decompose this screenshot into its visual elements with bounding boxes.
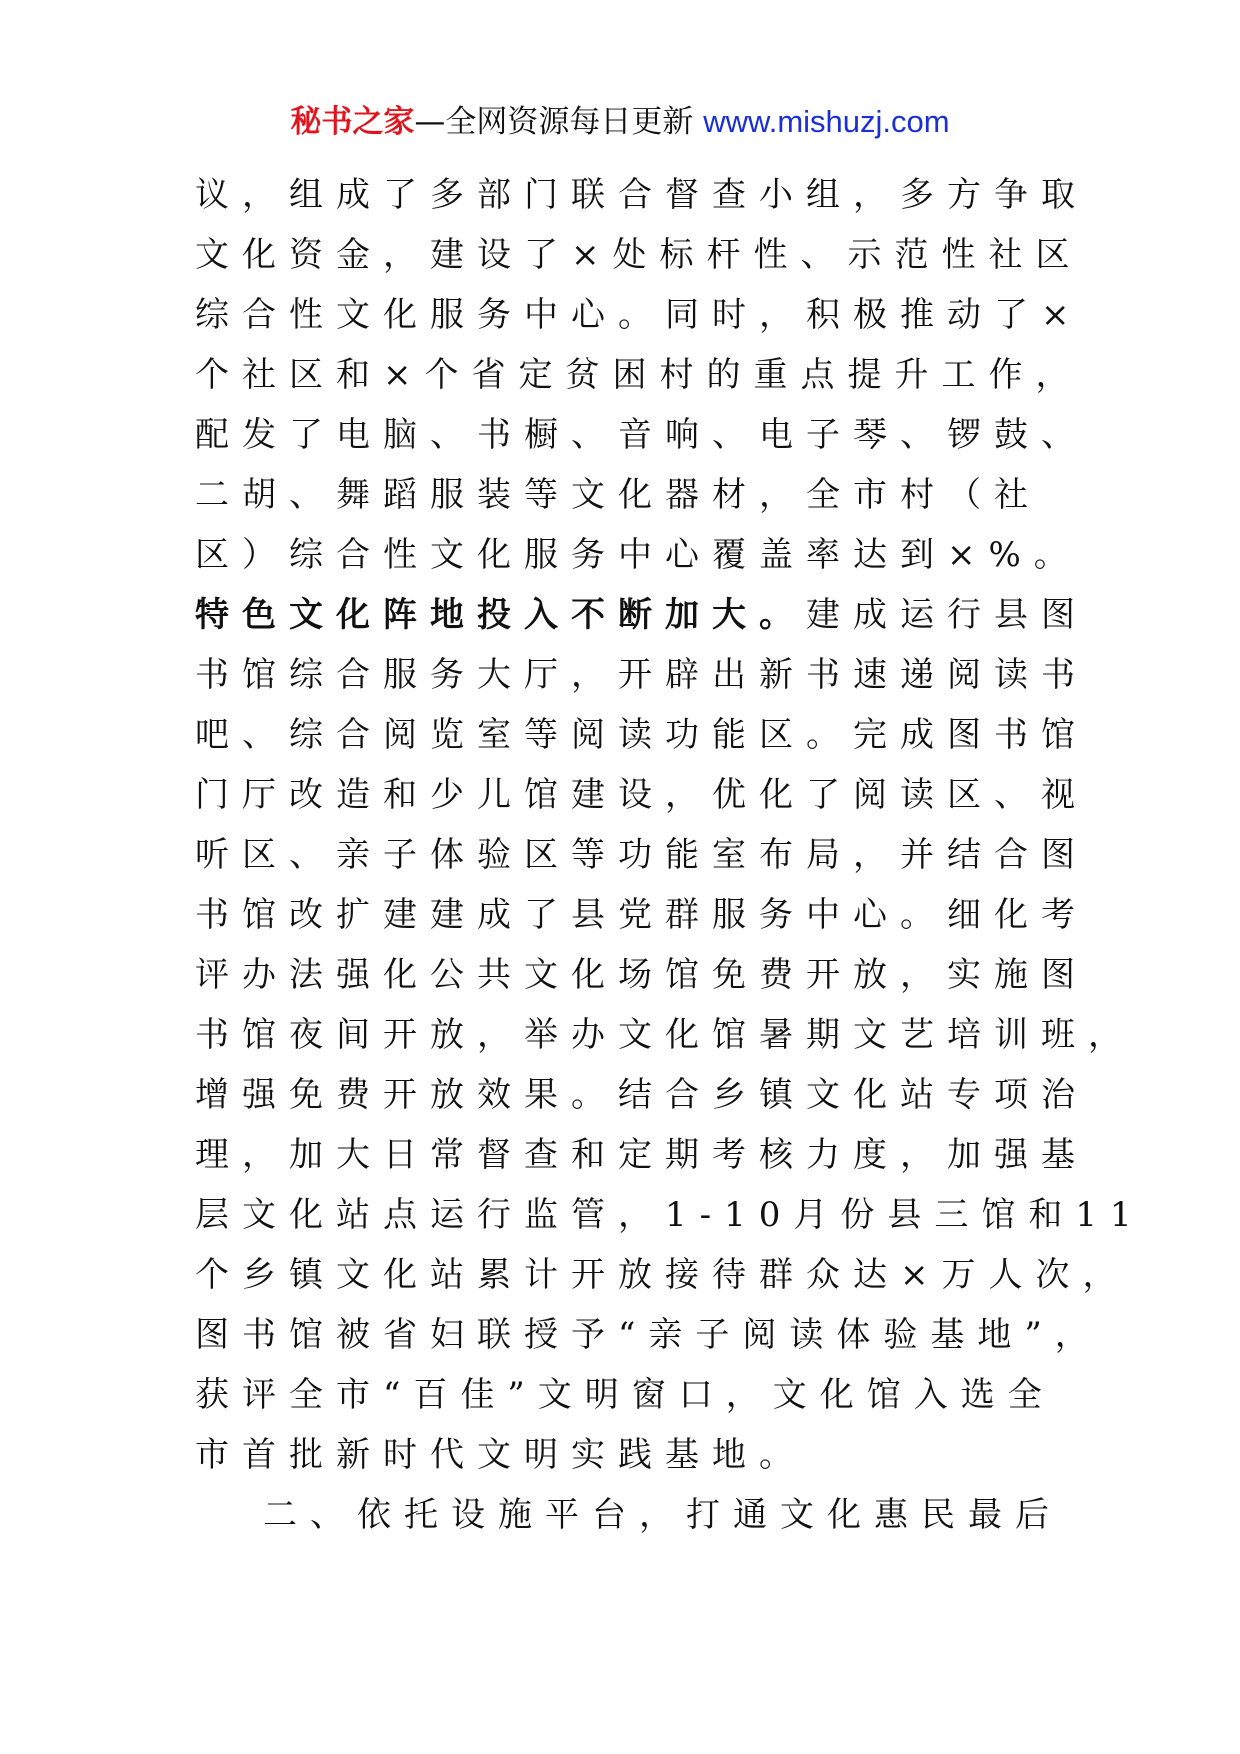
header-dash: — [414, 104, 446, 140]
text-line: 个社区和×个省定贫困村的重点提升工作， [195, 355, 1083, 395]
text-line: 增强免费开放效果。结合乡镇文化站专项治 [195, 1075, 1088, 1115]
website-url[interactable]: www.mishuzj.com [703, 104, 950, 139]
text-line: 议，组成了多部门联合督查小组，多方争取 [195, 175, 1088, 215]
text-line: 吧、综合阅览室等阅读功能区。完成图书馆 [195, 715, 1088, 755]
emphasis-line-rest: 建成运行县图 [806, 595, 1088, 635]
header-tagline: 全网资源每日更新 [445, 104, 694, 140]
text-line: 图书馆被省妇联授予“亲子阅读体验基地”， [195, 1315, 1102, 1355]
text-line: 二胡、舞蹈服装等文化器材，全市村（社 [195, 475, 1041, 515]
section-heading: 二、依托设施平台，打通文化惠民最后 [263, 1495, 1062, 1535]
brand-name: 秘书之家 [290, 104, 415, 140]
text-line: 个乡镇文化站累计开放接待群众达×万人次， [195, 1255, 1130, 1295]
text-line: 评办法强化公共文化场馆免费开放，实施图 [195, 955, 1088, 995]
text-line: 听区、亲子体验区等功能室布局，并结合图 [195, 835, 1088, 875]
text-line: 书馆改扩建建成了县党群服务中心。细化考 [195, 895, 1088, 935]
text-line: 市首批新时代文明实践基地。 [195, 1435, 806, 1475]
text-line: 获评全市“百佳”文明窗口，文化馆入选全 [195, 1375, 1055, 1415]
text-line: 书馆综合服务大厅，开辟出新书速递阅读书 [195, 655, 1088, 695]
text-line: 配发了电脑、书橱、音响、电子琴、锣鼓、 [195, 415, 1088, 455]
text-line: 综合性文化服务中心。同时，积极推动了× [195, 295, 1083, 335]
emphasis-line [195, 585, 1088, 645]
text-line: 层文化站点运行监管，1-10月份县三馆和11 [195, 1195, 1145, 1235]
text-line: 门厅改造和少儿馆建设，优化了阅读区、视 [195, 775, 1088, 815]
text-line: 理，加大日常督查和定期考核力度，加强基 [195, 1135, 1088, 1175]
watermark-header [0, 100, 1240, 144]
text-line: 书馆夜间开放，举办文化馆暑期文艺培训班， [195, 1015, 1135, 1055]
document-body [195, 165, 1145, 1545]
bold-subheading: 特色文化阵地投入不断加大。 [195, 595, 806, 635]
text-line: 区）综合性文化服务中心覆盖率达到×%。 [195, 535, 1081, 575]
text-line: 文化资金，建设了×处标杆性、示范性社区 [195, 235, 1083, 275]
